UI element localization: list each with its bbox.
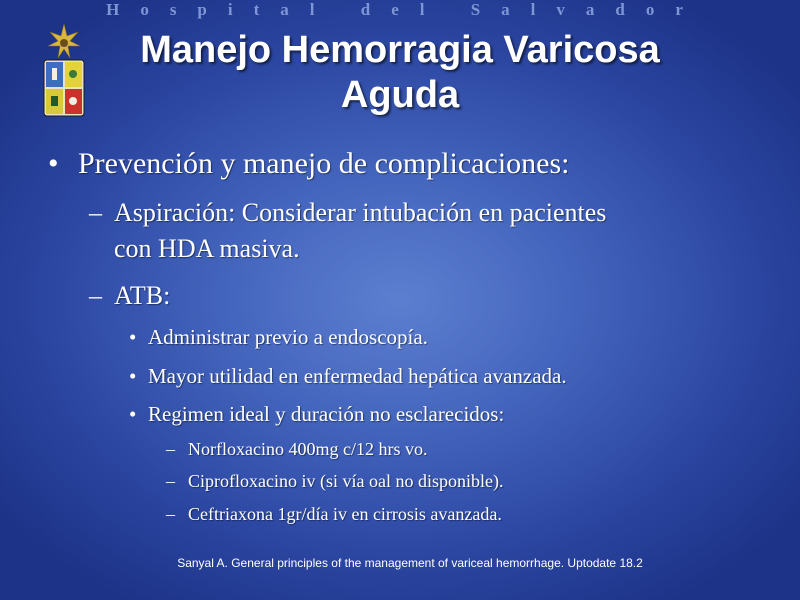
dash-marker: –	[166, 439, 175, 459]
dash-marker: –	[89, 198, 102, 227]
hospital-name: Hospital del Salvador	[106, 0, 704, 19]
bullet-atb-item-1: Administrar previo a endoscopía.	[148, 325, 428, 349]
slide-title-line-1: Manejo Hemorragia Varicosa	[140, 29, 660, 71]
citation-footer: Sanyal A. General principles of the management of variceal hemorrhage. Uptodate 18.2	[177, 556, 643, 570]
bullet-marker: •	[129, 364, 137, 388]
dash-marker: –	[166, 471, 175, 491]
header-band	[0, 0, 800, 22]
bullet-prevention: Prevención y manejo de complicaciones:	[78, 147, 570, 180]
bullet-marker: •	[129, 402, 137, 426]
bullet-atb-item-2: Mayor utilidad en enfermedad hepática avanzada.	[148, 364, 567, 388]
bullet-atb: ATB:	[114, 281, 171, 310]
bullet-marker: •	[129, 325, 137, 349]
bullet-drug-1: Norfloxacino 400mg c/12 hrs vo.	[188, 439, 428, 459]
bullet-aspiration-line-1: Aspiración: Considerar intubación en pacientes	[114, 198, 607, 227]
dash-marker: –	[166, 504, 175, 524]
bullet-drug-3: Ceftriaxona 1gr/día iv en cirrosis avanzada.	[188, 504, 502, 524]
star-icon	[48, 24, 80, 58]
bullet-drug-2: Ciprofloxacino iv (si vía oal no disponible).	[188, 471, 504, 491]
shield-icon	[44, 60, 84, 116]
bullet-atb-item-3: Regimen ideal y duración no esclarecidos:	[148, 402, 505, 426]
dash-marker: –	[89, 281, 102, 310]
bullet-marker: •	[48, 147, 59, 180]
slide-title-line-2: Aguda	[340, 74, 460, 116]
slide-title	[80, 28, 720, 118]
bullet-aspiration-line-2: con HDA masiva.	[114, 234, 300, 263]
